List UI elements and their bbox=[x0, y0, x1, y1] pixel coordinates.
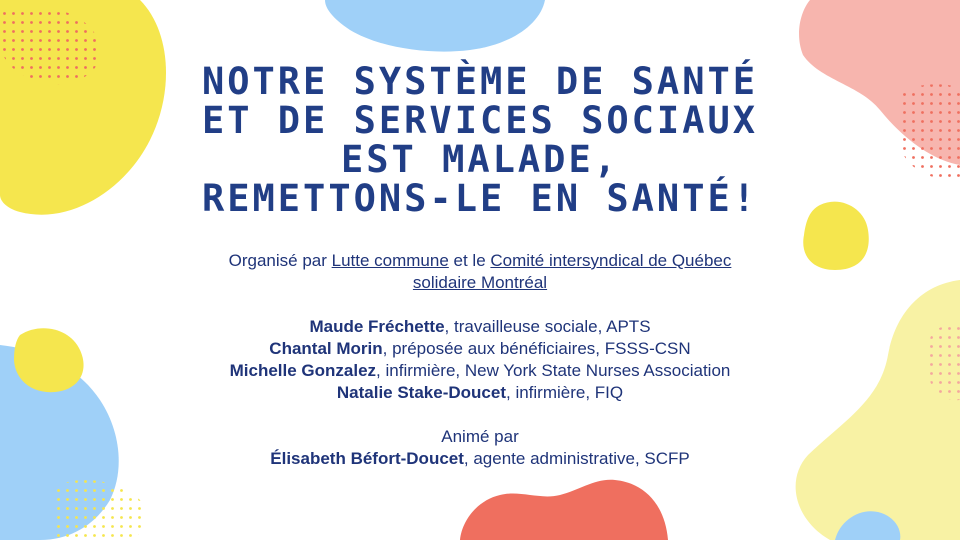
poster-title bbox=[120, 62, 840, 218]
link-comite-intersyndical[interactable]: Comité intersyndical de Québec bbox=[490, 251, 732, 270]
organizers-line-2 bbox=[140, 272, 820, 294]
speaker-line bbox=[140, 382, 820, 404]
host-line bbox=[140, 448, 820, 470]
host-name: Élisabeth Béfort-Doucet bbox=[270, 449, 464, 468]
title-line-4: REMETTONS-LE EN SANTÉ! bbox=[201, 177, 759, 220]
poster-body bbox=[140, 250, 820, 470]
title-line-2: ET DE SERVICES SOCIAUX bbox=[201, 99, 759, 142]
speaker-role: , préposée aux bénéficiaires, FSSS-CSN bbox=[382, 339, 691, 358]
host-role: , agente administrative, SCFP bbox=[463, 449, 690, 468]
speaker-role: , travailleuse sociale, APTS bbox=[444, 317, 651, 336]
speaker-role: , infirmière, New York State Nurses Association bbox=[376, 361, 731, 380]
title-line-3: EST MALADE, bbox=[340, 138, 620, 181]
title-line-1: NOTRE SYSTÈME DE SANTÉ bbox=[201, 60, 759, 103]
speaker-line bbox=[140, 338, 820, 360]
host-label: Animé par bbox=[441, 427, 519, 446]
speaker-name: Chantal Morin bbox=[269, 339, 383, 358]
organizers-connector: et le bbox=[448, 251, 491, 270]
organizers-prefix: Organisé par bbox=[228, 251, 332, 270]
speaker-line bbox=[140, 360, 820, 382]
speaker-name: Natalie Stake-Doucet bbox=[336, 383, 506, 402]
speaker-name: Michelle Gonzalez bbox=[229, 361, 377, 380]
speaker-line bbox=[140, 316, 820, 338]
organizers-line bbox=[140, 250, 820, 272]
link-comite-intersyndical-cont[interactable]: solidaire Montréal bbox=[412, 273, 548, 292]
speaker-name: Maude Fréchette bbox=[309, 317, 445, 336]
speaker-role: , infirmière, FIQ bbox=[506, 383, 624, 402]
link-lutte-commune[interactable]: Lutte commune bbox=[331, 251, 449, 270]
